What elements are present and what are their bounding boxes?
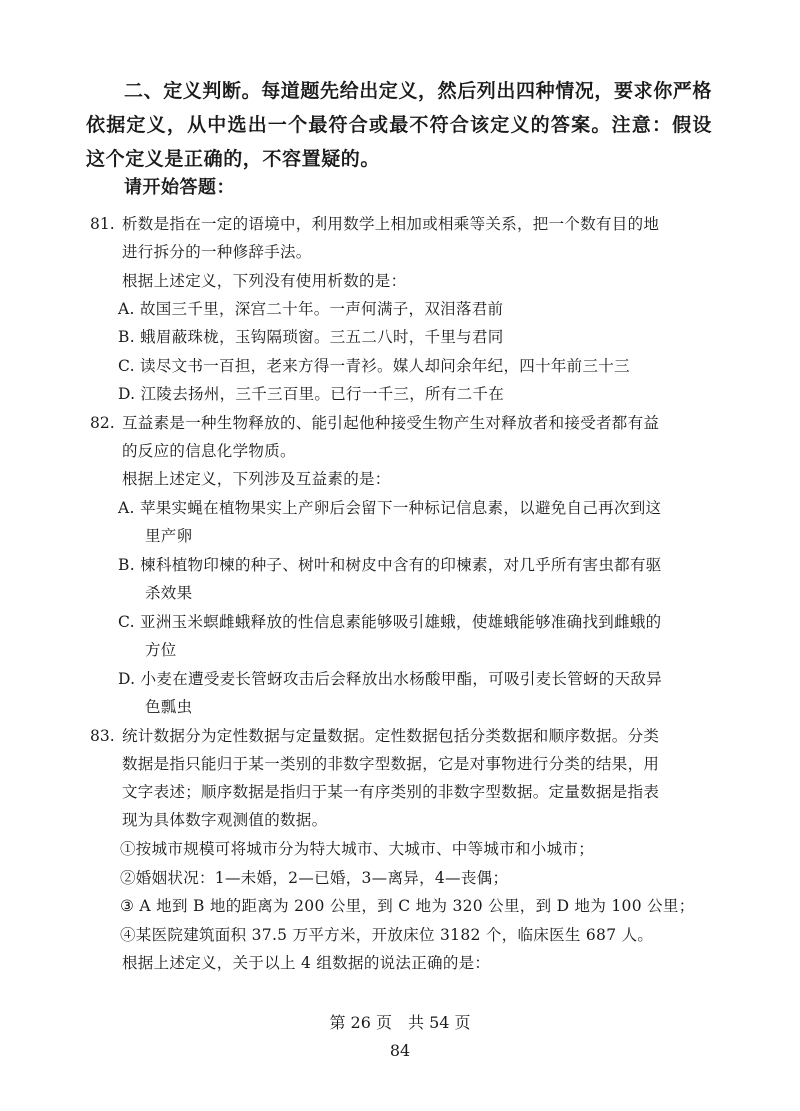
data-item-2: ②婚姻状况：1—未婚，2—已婚，3—离异，4—丧偶； <box>120 869 509 887</box>
question-stem: 数据是指只能归于某一类别的非数字型数据，它是对事物进行分类的结果，用 <box>122 755 660 773</box>
page-number: 84 <box>389 1041 411 1060</box>
question-number: 83. <box>90 727 115 745</box>
page-counter: 第 26 页 共 54 页 <box>329 1013 471 1032</box>
start-instruction: 请开始答题： <box>124 177 235 198</box>
option-a-continued: 里产卵 <box>145 527 193 545</box>
section-header: 二、定义判断。每道题先给出定义，然后列出四种情况，要求你严格依据定义，从中选出一个最符合或最不符合该定义的答案。注意：假设这个定义是正确的，不容置疑的。 <box>86 80 713 170</box>
question-stem: 现为具体数字观测值的数据。 <box>122 811 328 829</box>
data-item-1: ①按城市规模可将城市分为特大城市、大城市、中等城市和小城市； <box>120 840 595 858</box>
option-d: D. 江陵去扬州，三千三百里。已行一千三，所有二千在 <box>118 385 505 403</box>
question-prompt: 根据上述定义，关于以上 4 组数据的说法正确的是： <box>122 954 491 972</box>
option-d: D. 小麦在遭受麦长管蚜攻击后会释放出水杨酸甲酯，可吸引麦长管蚜的天敌异 <box>118 670 663 688</box>
question-number: 81. <box>90 215 115 233</box>
option-c: C. 读尽文书一百担，老来方得一青衫。媒人却问余年纪，四十年前三十三 <box>118 357 630 375</box>
question-stem: 的反应的信息化学物质。 <box>122 442 296 460</box>
question-number: 82. <box>90 414 115 432</box>
option-b: B. 蛾眉蔽珠栊，玉钩隔琐窗。三五二八时，千里与君同 <box>118 328 504 346</box>
option-c: C. 亚洲玉米螟雌蛾释放的性信息素能够吸引雄蛾，使雄蛾能够准确找到雌蛾的 <box>118 613 662 631</box>
question-stem: 析数是指在一定的语境中，利用数学上相加或相乘等关系，把一个数有目的地 <box>122 215 660 233</box>
option-b: B. 楝科植物印楝的种子、树叶和树皮中含有的印楝素，对几乎所有害虫都有驱 <box>118 556 662 574</box>
data-item-4: ④某医院建筑面积 37.5 万平方米，开放床位 3182 个，临床医生 687 人。 <box>120 926 654 944</box>
question-stem: 互益素是一种生物释放的、能引起他种接受生物产生对释放者和接受者都有益 <box>122 414 660 432</box>
option-a: A. 故国三千里，深宫二十年。一声何满子，双泪落君前 <box>118 300 504 318</box>
question-stem: 文字表述；顺序数据是指归于某一有序类别的非数字型数据。定量数据是指表 <box>122 783 660 801</box>
question-prompt: 根据上述定义，下列没有使用析数的是： <box>122 272 407 290</box>
option-c-continued: 方位 <box>145 641 177 659</box>
data-item-3: ③ A 地到 B 地的距离为 200 公里，到 C 地为 320 公里，到 D 地为 100 公里； <box>120 897 695 915</box>
question-stem: 进行拆分的一种修辞手法。 <box>122 243 312 261</box>
option-d-continued: 色瓢虫 <box>145 698 193 716</box>
option-b-continued: 杀效果 <box>145 584 193 602</box>
question-stem: 统计数据分为定性数据与定量数据。定性数据包括分类数据和顺序数据。分类 <box>122 727 660 745</box>
question-prompt: 根据上述定义，下列涉及互益素的是： <box>122 470 391 488</box>
option-a: A. 苹果实蝇在植物果实上产卵后会留下一种标记信息素，以避免自己再次到这 <box>118 499 662 517</box>
